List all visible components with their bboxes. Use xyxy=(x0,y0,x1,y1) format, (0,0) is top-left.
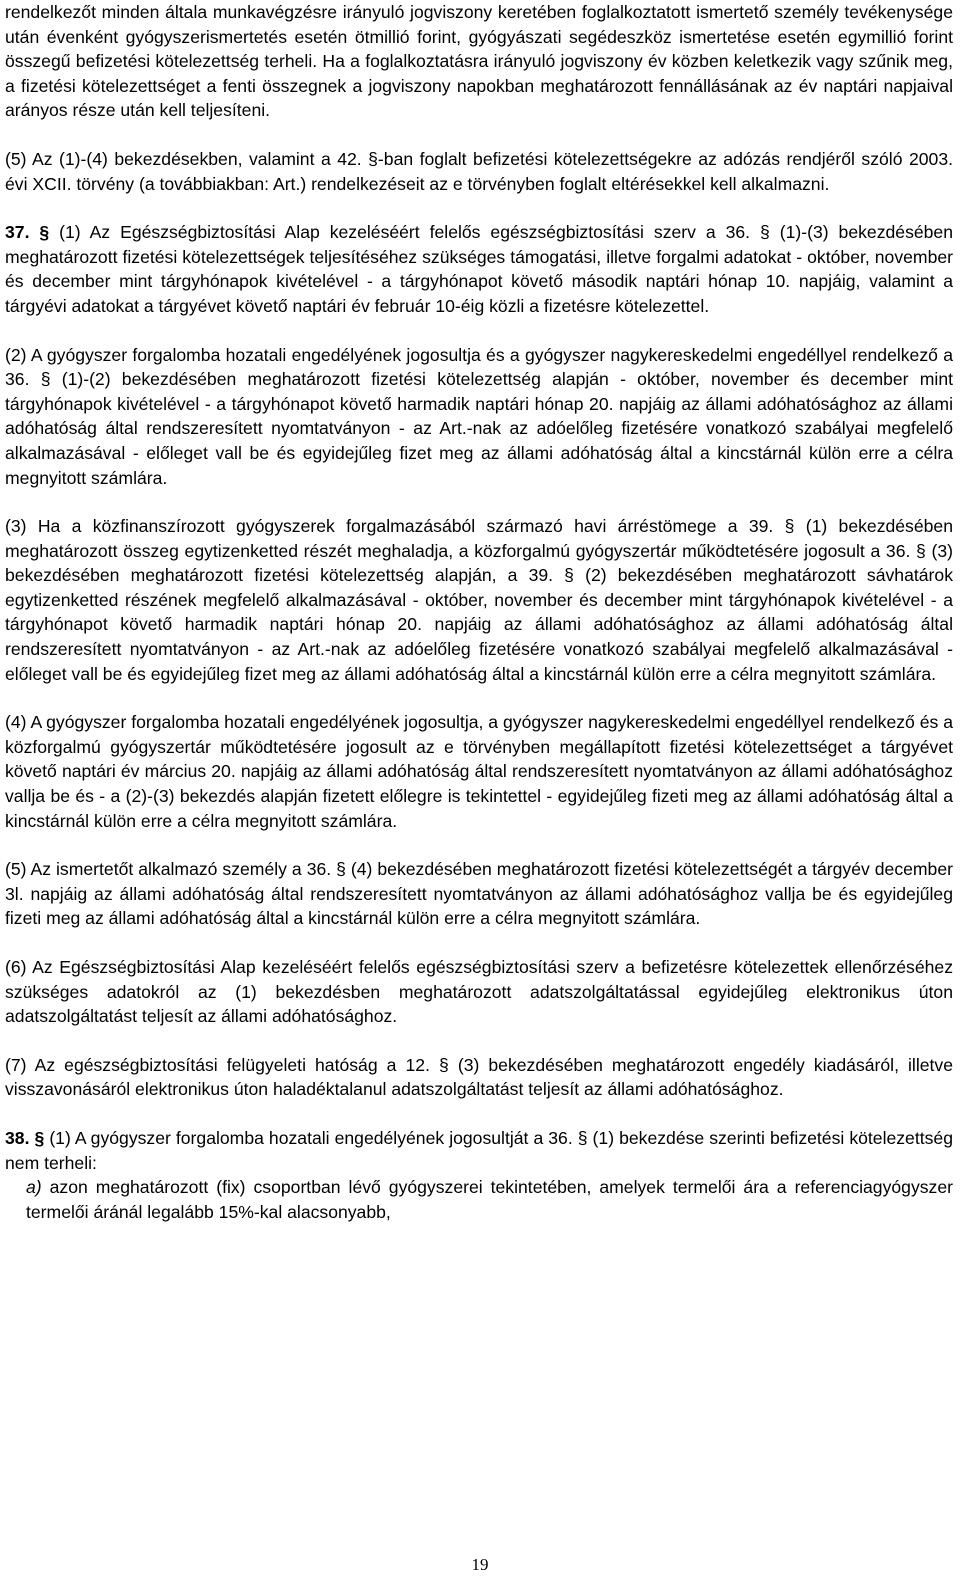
paragraph-continuation: rendelkezőt minden általa munkavégzésre irányuló jogviszony keretében foglalkoztatott ismertető személy tevékenysége után évenként gyógyszerismertetés esetén ötmillió forint, gyógyászati segédeszköz ismertetése esetén egymillió forint összegű befizetési kötelezettség terheli. Ha a foglalkoztatásra irányuló jogviszony év közben keletkezik vagy szűnik meg, a fizetési kötelezettséget a fenti összegnek a jogviszony napokban meghatározott fennállásának az év naptári napjaival arányos része után kell teljesíteni. xyxy=(5,2,953,121)
section-37-subsection-7: (7) Az egészségbiztosítási felügyeleti hatóság a 12. § (3) bekezdésében meghatározott engedély kiadásáról, illetve visszavonásáról elektronikus úton haladéktalanul adatszolgáltatást teljesít az állami adóhatósághoz. xyxy=(5,1054,953,1100)
document-page xyxy=(5,0,953,1224)
section-38-text: (1) A gyógyszer forgalomba hozatali engedélyének jogosultját a 36. § (1) bekezdése szerinti befizetési kötelezettség nem terheli: xyxy=(5,1127,953,1173)
section-37-subsection-4: (4) A gyógyszer forgalomba hozatali engedélyének jogosultja, a gyógyszer nagykereskedelmi engedéllyel rendelkező és a közforgalmú gyógyszertár működtetésére jogosult az e törvényben megállapított fizetési kötelezettséget a tárgyévet követő naptári év március 20. napjáig az állami adóhatóság által rendszeresített nyomtatványon az állami adóhatósághoz vallja be és - a (2)-(3) bekezdés alapján fizetett előlegre is tekintettel - egyidejűleg fizeti meg az állami adóhatóság által a kincstárnál külön erre a célra megnyitott számlára. xyxy=(5,712,953,831)
list-marker-a: a) xyxy=(26,1177,42,1198)
section-38-subsection-1 xyxy=(5,1126,953,1175)
section-37-subsection-2: (2) A gyógyszer forgalomba hozatali engedélyének jogosultja és a gyógyszer nagykereskedelmi engedéllyel rendelkező a 36. § (1)-(2) bekezdésében meghatározott fizetési kötelezettség alapján - október, november és december mint tárgyhónapok kivételével - a tárgyhónapot követő harmadik naptári hónap 20. napjáig az állami adóhatósághoz az állami adóhatóság által rendszeresített nyomtatványon - az Art.-nak az adóelőleg fizetésére vonatkozó szabályai megfelelő alkalmazásával - előleget vall be és egyidejűleg fizet meg az állami adóhatóság által a kincstárnál külön erre a célra megnyitott számlára. xyxy=(5,344,953,488)
section-number-37: 37. § xyxy=(5,222,50,243)
section-37-subsection-6: (6) Az Egészségbiztosítási Alap kezeléséért felelős egészségbiztosítási szerv a befizetésre kötelezettek ellenőrzéséhez szükséges adatokról az (1) bekezdésben meghatározott adatszolgáltatással egyidejűleg elektronikus úton adatszolgáltatást teljesít az állami adóhatósághoz. xyxy=(5,957,953,1027)
list-item-a-text: azon meghatározott (fix) csoportban lévő gyógyszerei tekintetében, amelyek termelői ára a referenciagyógyszer termelői áránál legalább 15%-kal alacsonyabb, xyxy=(26,1177,953,1222)
section-37-text: (1) Az Egészségbiztosítási Alap kezeléséért felelős egészségbiztosítási szerv a 36. § (1)-(3) bekezdésében meghatározott fizetési kötelezettségek teljesítéséhez szükséges támogatási, illetve forgalmi adatokat - október, november és december mint tárgyhónapok kivételével - a tárgyhónapot követő második naptári hónap 10. napjáig, valamint a tárgyévi adatokat a tárgyévet követő naptári év február 10-éig közli a fizetésre kötelezettel. xyxy=(5,222,953,316)
section-37-subsection-3: (3) Ha a közfinanszírozott gyógyszerek forgalmazásából származó havi árréstömege a 39. § (1) bekezdésében meghatározott összeg egytizenketted részét meghaladja, a közforgalmú gyógyszertár működtetésére jogosult a 36. § (3) bekezdésében meghatározott fizetési kötelezettség alapján, a 39. § (2) bekezdésében meghatározott sávhatárok egytizenketted részének megfelelő alkalmazásával - október, november és december mint tárgyhónapok kivételével - a tárgyhónapot követő harmadik naptári hónap 20. napjáig az állami adóhatósághoz az állami adóhatóság által rendszeresített nyomtatványon - az Art.-nak az adóelőleg fizetésére vonatkozó szabályai megfelelő alkalmazásával - előleget vall be és egyidejűleg fizet meg az állami adóhatóság által a kincstárnál külön erre a célra megnyitott számlára. xyxy=(5,516,953,684)
section-37-subsection-1 xyxy=(5,220,953,318)
paragraph-subsection-5: (5) Az (1)-(4) bekezdésekben, valamint a 42. §-ban foglalt befizetési kötelezettségekre az adózás rendjéről szóló 2003. évi XCII. törvény (a továbbiakban: Art.) rendelkezéseit az e törvényben foglalt eltérésekkel kell alkalmazni. xyxy=(5,148,953,194)
page-number: 19 xyxy=(471,1555,489,1574)
list-item-a xyxy=(5,1175,953,1224)
section-number-38: 38. § xyxy=(5,1127,45,1148)
section-37-subsection-5: (5) Az ismertetőt alkalmazó személy a 36. § (4) bekezdésében meghatározott fizetési kötelezettségét a tárgyév december 3l. napjáig az állami adóhatóság által rendszeresített nyomtatványon az állami adóhatósághoz vallja be és egyidejűleg fizeti meg az állami adóhatóság által a kincstárnál külön erre a célra megnyitott számlára. xyxy=(5,859,953,929)
